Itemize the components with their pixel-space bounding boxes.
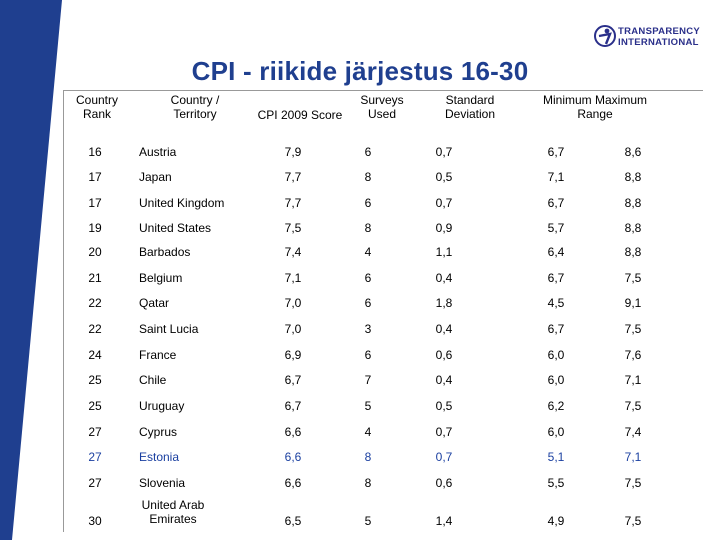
cell-rank: 25 [88,373,102,387]
cell-score: 6,5 [284,514,302,528]
cell-min: 6,7 [547,322,565,336]
cell-surveys: 6 [364,296,372,310]
cell-country: Japan [139,170,172,184]
table-row [63,399,703,425]
cell-score: 6,6 [284,450,302,464]
cell-min: 6,0 [547,425,565,439]
logo-line1: TRANSPARENCY [618,26,701,37]
cell-rank: 20 [88,245,102,259]
cell-score: 6,7 [284,399,302,413]
cell-rank: 30 [88,514,102,528]
cell-min: 6,0 [547,348,565,362]
cell-surveys: 6 [364,196,372,210]
cell-sd: 0,7 [435,450,453,464]
cell-surveys: 4 [364,425,372,439]
cell-max: 7,5 [624,476,642,490]
cell-surveys: 8 [364,170,372,184]
cell-score: 6,9 [284,348,302,362]
cell-rank: 25 [88,399,102,413]
cell-country: Austria [139,145,177,159]
cell-score: 6,6 [284,425,302,439]
header-country: Country / Territory [170,93,220,121]
cell-min: 7,1 [547,170,565,184]
cell-surveys: 7 [364,373,372,387]
slide-title: CPI - riikide järjestus 16-30 [191,56,529,86]
cell-sd: 0,4 [435,322,453,336]
cell-max: 8,8 [624,221,642,235]
cell-country: France [139,348,177,362]
table-row [63,450,703,476]
cell-min: 6,4 [547,245,565,259]
cell-country: Cyprus [139,425,178,439]
cell-country: United States [139,221,212,235]
cell-sd: 0,6 [435,348,453,362]
cell-rank: 19 [88,221,102,235]
cell-min: 6,7 [547,145,565,159]
cell-min: 6,2 [547,399,565,413]
cell-sd: 0,7 [435,425,453,439]
cell-score: 6,7 [284,373,302,387]
cell-rank: 16 [88,145,102,159]
cell-min: 5,1 [547,450,565,464]
header-range: Minimum Maximum Range [542,93,647,121]
globe-person-icon [594,24,616,48]
cell-rank: 24 [88,348,102,362]
cell-max: 7,5 [624,514,642,528]
cell-surveys: 5 [364,514,372,528]
cell-rank: 22 [88,296,102,310]
cell-country: Barbados [139,245,191,259]
cell-max: 7,1 [624,450,642,464]
cell-sd: 0,6 [435,476,453,490]
cell-min: 4,9 [547,514,565,528]
cell-surveys: 5 [364,399,372,413]
table-row [63,373,703,399]
cell-sd: 0,9 [435,221,453,235]
cell-sd: 0,5 [435,399,453,413]
table-row [63,296,703,322]
logo-line2: INTERNATIONAL [618,37,699,48]
cell-rank: 17 [88,170,102,184]
cell-max: 7,4 [624,425,642,439]
cell-surveys: 8 [364,221,372,235]
cell-max: 8,8 [624,196,642,210]
cell-max: 8,6 [624,145,642,159]
cell-sd: 1,8 [435,296,453,310]
cell-sd: 0,7 [435,145,453,159]
header-surveys: Surveys Used [360,93,404,121]
cell-min: 5,5 [547,476,565,490]
cell-surveys: 8 [364,450,372,464]
cell-score: 7,0 [284,322,302,336]
cell-sd: 0,4 [435,271,453,285]
table-row [63,271,703,297]
cell-country: Estonia [139,450,180,464]
cell-rank: 27 [88,450,102,464]
cell-min: 6,7 [547,271,565,285]
cell-max: 8,8 [624,245,642,259]
header-score: CPI 2009 Score [257,108,343,122]
cell-surveys: 6 [364,348,372,362]
cell-sd: 0,5 [435,170,453,184]
cell-country: United Kingdom [139,196,225,210]
cell-score: 7,0 [284,296,302,310]
cell-score: 7,7 [284,170,302,184]
header-rank: Country Rank [75,93,119,121]
cell-max: 8,8 [624,170,642,184]
cell-rank: 27 [88,476,102,490]
cell-score: 6,6 [284,476,302,490]
cell-score: 7,5 [284,221,302,235]
cell-max: 7,5 [624,399,642,413]
cell-sd: 1,4 [435,514,453,528]
table-row [63,245,703,271]
cell-country: United Arab Emirates [141,498,205,526]
cell-score: 7,4 [284,245,302,259]
table-row [63,221,703,247]
cell-surveys: 8 [364,476,372,490]
table-row [63,322,703,348]
cell-country: Belgium [139,271,183,285]
cell-surveys: 3 [364,322,372,336]
cell-sd: 0,4 [435,373,453,387]
cell-score: 7,9 [284,145,302,159]
cell-sd: 1,1 [435,245,453,259]
cell-surveys: 4 [364,245,372,259]
cell-rank: 21 [88,271,102,285]
table-top-rule [63,90,703,91]
cell-surveys: 6 [364,271,372,285]
cell-min: 5,7 [547,221,565,235]
cell-rank: 27 [88,425,102,439]
cell-country: Qatar [139,296,170,310]
cell-surveys: 6 [364,145,372,159]
cell-max: 7,6 [624,348,642,362]
logo-text [618,26,700,48]
cell-max: 7,5 [624,322,642,336]
cell-min: 4,5 [547,296,565,310]
cell-rank: 22 [88,322,102,336]
cell-min: 6,7 [547,196,565,210]
cell-country: Saint Lucia [139,322,199,336]
table-row [63,196,703,222]
cell-score: 7,1 [284,271,302,285]
cell-rank: 17 [88,196,102,210]
cell-country: Slovenia [139,476,186,490]
cell-country: Chile [139,373,167,387]
cell-score: 7,7 [284,196,302,210]
cell-max: 9,1 [624,296,642,310]
table-row [63,425,703,451]
header-sd: Standard Deviation [444,93,496,121]
table-row [63,145,703,171]
cell-min: 6,0 [547,373,565,387]
cell-max: 7,5 [624,271,642,285]
cell-country: Uruguay [139,399,185,413]
transparency-international-logo [594,24,714,50]
table-row [63,170,703,196]
table-row [63,498,703,535]
cell-max: 7,1 [624,373,642,387]
cell-sd: 0,7 [435,196,453,210]
table-row [63,348,703,374]
